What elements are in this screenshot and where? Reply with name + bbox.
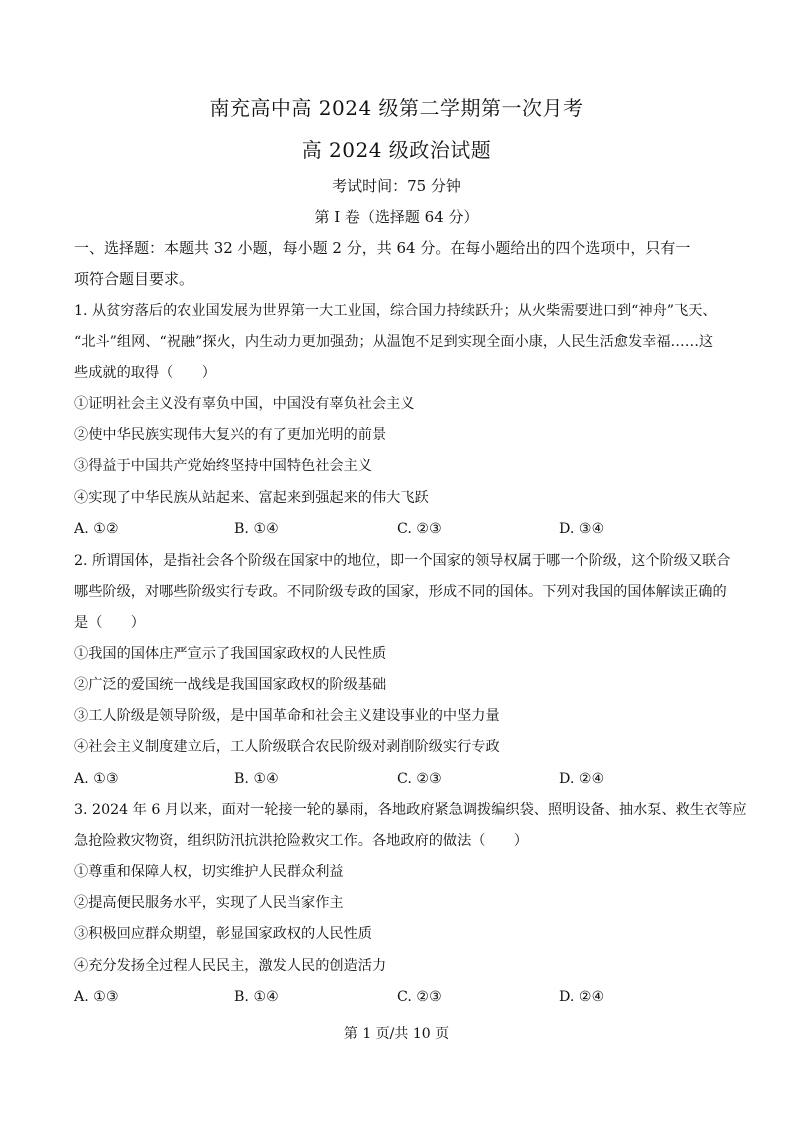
question-2-item: ③工人阶级是领导阶级，是中国革命和社会主义建设事业的中坚力量 xyxy=(74,708,500,724)
option-a: A. ①③ xyxy=(74,771,119,787)
option-a: A. ①② xyxy=(74,521,119,537)
question-3-item: ④充分发扬全过程人民民主，激发人民的创造活力 xyxy=(74,958,387,974)
option-c: C. ②③ xyxy=(397,521,442,537)
question-1-item: ③得益于中国共产党始终坚持中国特色社会主义 xyxy=(74,458,372,474)
option-d: D. ②④ xyxy=(559,771,605,787)
question-3-stem: 急抢险救灾物资，组织防汛抗洪抢险救灾工作。各地政府的做法（ ） xyxy=(74,833,529,849)
question-3-item: ②提高便民服务水平，实现了人民当家作主 xyxy=(74,895,344,911)
question-1-options xyxy=(74,519,734,539)
option-d: D. ③④ xyxy=(559,521,605,537)
volume-label: 第 I 卷（选择题 64 分） xyxy=(314,208,479,226)
option-b: B. ①④ xyxy=(234,771,279,787)
question-2-stem: 哪些阶级，对哪些阶级实行专政。不同阶级专政的国家，形成不同的国体。下列对我国的国体解读正确的 xyxy=(74,584,727,600)
exam-time: 考试时间：75 分钟 xyxy=(332,177,461,195)
option-a: A. ①③ xyxy=(74,989,119,1005)
option-b: B. ①④ xyxy=(234,521,279,537)
exam-title: 南充高中高 2024 级第二学期第一次月考 xyxy=(209,96,584,120)
question-1-stem: “北斗”组网、“祝融”探火，内生动力更加强劲；从温饱不足到实现全面小康，人民生活愈发幸福……这 xyxy=(74,334,714,350)
option-d: D. ②④ xyxy=(559,989,605,1005)
question-3-item: ①尊重和保障人权，切实维护人民群众利益 xyxy=(74,864,344,880)
section-instruction: 项符合题目要求。 xyxy=(74,270,195,288)
exam-subject-title: 高 2024 级政治试题 xyxy=(301,138,492,162)
question-2-item: ②广泛的爱国统一战线是我国国家政权的阶级基础 xyxy=(74,677,387,693)
question-1-stem: 1. 从贫穷落后的农业国发展为世界第一大工业国，综合国力持续跃升；从火柴需要进口到“神舟”飞天、 xyxy=(74,303,717,319)
question-1-stem: 些成就的取得（ ） xyxy=(74,365,216,381)
page-number: 第 1 页/共 10 页 xyxy=(343,1026,450,1042)
question-1-item: ②使中华民族实现伟大复兴的有了更加光明的前景 xyxy=(74,427,387,443)
question-3-stem: 3. 2024 年 6 月以来，面对一轮接一轮的暴雨，各地政府紧急调拨编织袋、照明设备、抽水泵、救生衣等应 xyxy=(74,802,747,818)
question-3-item: ③积极回应群众期望，彰显国家政权的人民性质 xyxy=(74,926,372,942)
question-2-item: ④社会主义制度建立后，工人阶级联合农民阶级对剥削阶级实行专政 xyxy=(74,739,500,755)
question-2-item: ①我国的国体庄严宣示了我国国家政权的人民性质 xyxy=(74,646,387,662)
option-b: B. ①④ xyxy=(234,989,279,1005)
question-2-stem: 2. 所谓国体，是指社会各个阶级在国家中的地位，即一个国家的领导权属于哪一个阶级，这个阶级又联合 xyxy=(74,553,731,569)
section-instruction: 一、选择题：本题共 32 小题，每小题 2 分，共 64 分。在每小题给出的四个选项中，只有一 xyxy=(74,239,691,257)
question-2-options xyxy=(74,769,734,789)
option-c: C. ②③ xyxy=(397,771,442,787)
question-1-item: ①证明社会主义没有辜负中国，中国没有辜负社会主义 xyxy=(74,396,415,412)
question-1-item: ④实现了中华民族从站起来、富起来到强起来的伟大飞跃 xyxy=(74,490,429,506)
question-3-options xyxy=(74,987,734,1007)
option-c: C. ②③ xyxy=(397,989,442,1005)
question-2-stem: 是（ ） xyxy=(74,615,145,631)
